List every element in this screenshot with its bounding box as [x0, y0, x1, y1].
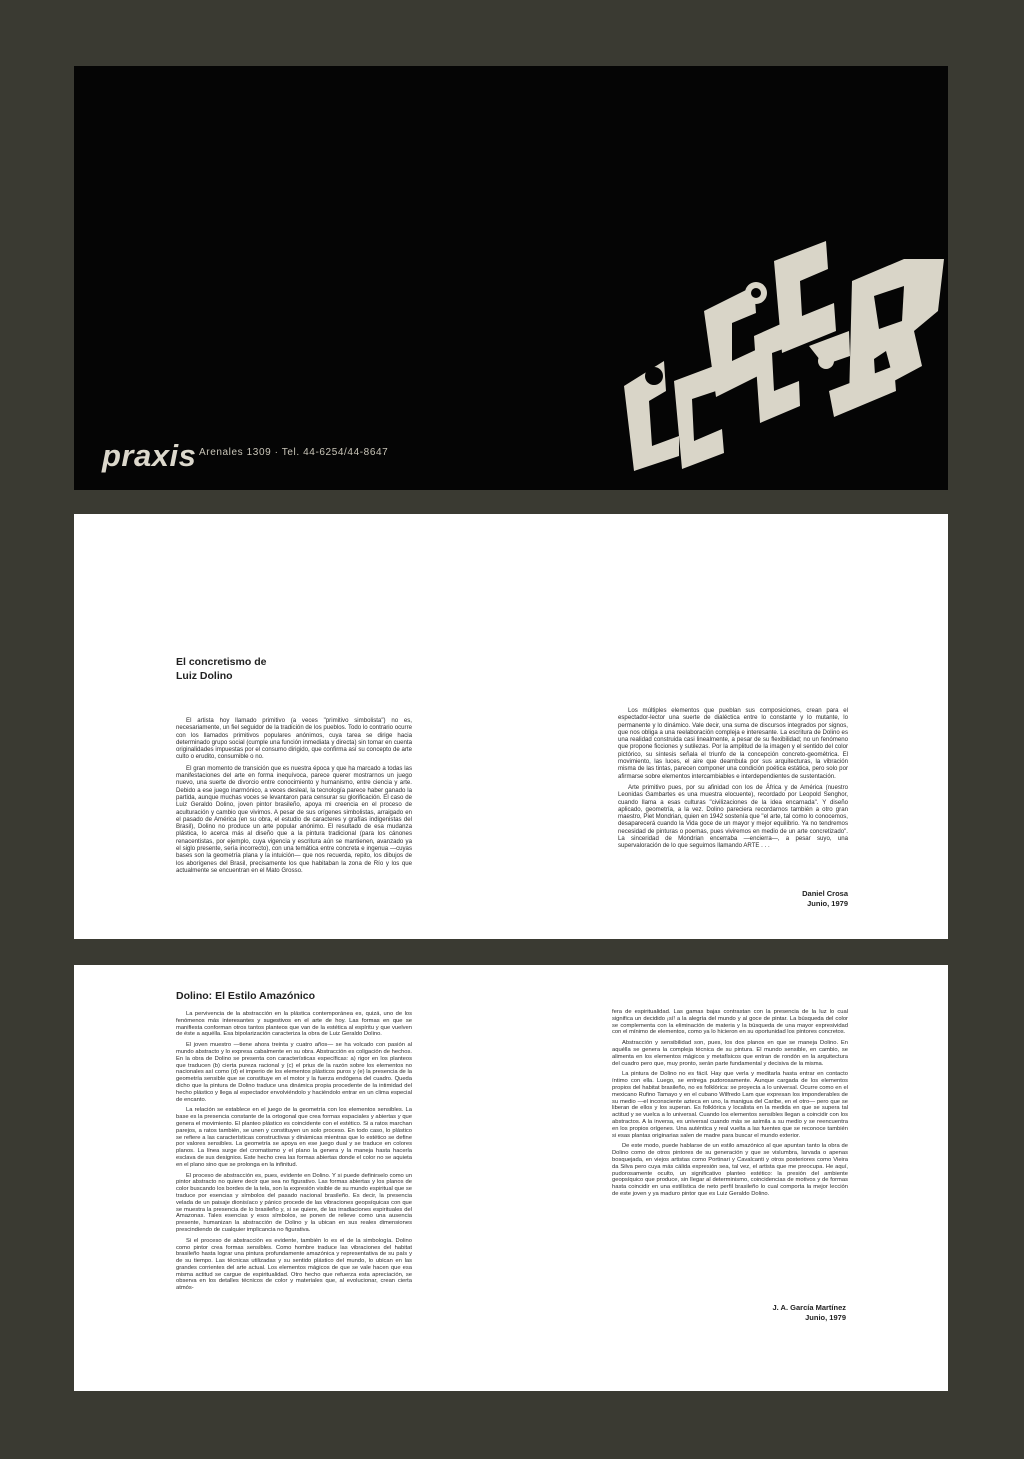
- dolino-letterform-artwork: [604, 241, 944, 471]
- left-column-text: [176, 717, 412, 878]
- signature-date: Junio, 1979: [807, 898, 848, 908]
- article-title: Dolino: El Estilo Amazónico: [176, 990, 316, 1002]
- signature-name: J. A. García Martínez: [772, 1303, 846, 1312]
- title-line-1: El concretismo de: [176, 656, 267, 668]
- paragraph: El proceso de abstracción es, pues, evidente en Dolino. Y si puede definirselo como un pintor abstracto no quiere decir que sea no figurativo. Las formas abiertas y los planos de color buscando los bordes de la tela, son la expresión visible de su mundo espiritual que se traduce por esencias y símbolos del pasado nacional brasileño. Es decir, la presencia velada de un paisaje dionisíaco y pánico procede de las vibraciones geopsíquicas con que se muestra la presencia de lo brasileño y, si se quiere, de las irradiaciones espirituales del Amazonas. Tales esencias y esos símbolos, se ponen de relieve como una ausencia presente, humanizan la abstracción de Dolino y la ubican en sus reales dimensiones prescindiendo de cualquier implicancia no figurativa.: [176, 1172, 412, 1233]
- paragraph: El joven muestro —tiene ahora treinta y cuatro años— se ha volcado con pasión al mundo abstracto y lo expresa cabalmente en su obra. Abstracción es coligación de hechos. En la obra de Dolino se presenta con características específicas: a) rigor en los planteos que traducen (b) cierta pureza racional y (c) el prius de la razón sobre los elementos no nacionales así como (d) el imperio de los elementos plásticos puros y (e) la presencia de la geometría sensible que se constituye en el motor y la fuerza endógena del cuadro. Queda dicho que la pintura de Dolino traduce una dinámica propia procedente de la intimidad del hecho plástico y llega al espectador envolviéndolo y haciéndolo entrar en un clima especial de encanto.: [176, 1042, 412, 1103]
- paragraph: fera de espiritualidad. Las gamas bajas contrastan con la presencia de la luz lo cual significa un decidido ¡sí! a la alegría del mundo y al goce de pintar. La búsqueda del color se complementa con la eliminación de materia y la búsqueda de una mayor expresividad con el mínimo de elementos, como ya lo hicieron en su oportunidad los pintores concretos.: [612, 1009, 848, 1036]
- right-column-text: [618, 707, 848, 854]
- right-column-text: [612, 1009, 848, 1202]
- paragraph: El gran momento de transición que es nuestra época y que ha marcado a todas las manifestaciones del arte en forma inequívoca, parece querer mostrarnos un juego nuevo, una suerte de divorcio entre conocimiento y humanismo, entre ciencia y arte. Debido a ese juego inarmónico, a veces desleal, la tecnología parece haber ganado la partida, aunque muchas voces se levantaron para censurar su glorificación. El caso de Luiz Geraldo Dolino, joven pintor brasileño, apoya mi creencia en el proceso de aculturación y cambio que vivimos. A pesar de sus orígenes simbolistas, arraigado en el pasado de América (en su obra, el estudio de caracteres y grafías indigenistas del Brasil), Dolino no produce un arte popular anónimo. El resultado de esa mudanza plástica, lo acerca más al diseño que a la pintura tradicional (para los cánones renacentistas, por ejemplo, cuya vigencia y escritura aún se mantienen, avanzado ya el siglo presente, sería incorrecto), con una temática entre concreta e ingenua —cuyas bases son la geometría plana y la intuición— que nos recuerda, repito, los dibujos de los aborígenes del Brasil, precisamente los que habitaban la zona de Río y los que actualmente se encuentran en el Mato Grosso.: [176, 764, 412, 874]
- praxis-logo: praxis: [102, 438, 197, 473]
- paragraph: El artista hoy llamado primitivo (a veces "primitivo simbolista") no es, necesariamente, un fiel seguidor de la tradición de los pueblos. Todo lo contrario ocurre con los llamados primitivos populares anónimos, cuya tarea se dirige hacia determinado grupo social (cumple una función inmediata y directa) sin tomar en cuenta originalidades impuestas por el consumo dirigido, que confirma así su concepto de arte culto o erudito, consumible o no.: [176, 717, 412, 761]
- paragraph: Arte primitivo pues, por su afinidad con los de África y de América (nuestro Leonidas Gambartes es una muestra elocuente), recordado por Leopold Senghor, cuando llama a esas culturas "civilizaciones de la idea encarnada". Y diseño aplicado, geometría, a la vez. Dolino pareciera recordarnos también a otro gran maestro, Piet Mondrian, quien en 1942 sostenía que "el arte, tal como lo conocemos, desaparecerá cuando la Vida goce de un mayor y mejor equilibrio. Ya no tendremos necesidad de pinturas o poemas, pues viviremos en medio de un arte concretizado". La sinceridad de Mondrian encerraba —encierra—, a pesar suyo, una supervaloración de lo que seguimos llamando ARTE . . .: [618, 783, 848, 850]
- title-line-2: Luiz Dolino: [176, 670, 233, 682]
- article-title: [176, 655, 266, 683]
- signature: [802, 889, 848, 908]
- gallery-address: Arenales 1309 · Tel. 44-6254/44-8647: [199, 447, 389, 458]
- cover-page: [74, 66, 948, 490]
- left-column-text: [176, 1011, 412, 1296]
- paragraph: Los múltiples elementos que pueblan sus composiciones, crean para el espectador-lector una suerte de dialéctica entre lo constante y lo mutante, lo permanente y lo dinámico. Vale decir, una suma de discursos integrados por signos, que nos obliga a una reelaboración compleja e interesante. La escritura de Dolino es una realidad construida casi linealmente, a pesar de su flexibilidad; no un fenómeno que propone ficciones y sutilezas. Por la amplitud de la imagen y el sentido del color pictórico, su síntesis señala el triunfo de la concepción concreto-geométrica. El movimiento, las luces, el aire que deambula por sus arquitecturas, la vibración misma de las tintas, parecen componer una condición poética estática, pero solo por afirmarse sobre elementos intercambiables e interdependientes de sustentación.: [618, 707, 848, 780]
- signature-date: Junio, 1979: [805, 1312, 846, 1322]
- paragraph: La pintura de Dolino no es fácil. Hay que verla y meditarla hasta entrar en contacto íntimo con ella. Luego, se entrega pudorosamente. Aunque cargada de los elementos propios del habitat brasileño, no es folklórica: se proyecta a lo universal. Ocurre como en el mexicano Rufino Tamayo y en el cubano Wilfredo Lam que expresan los imponderables de su medio —el inconsciente azteca en uno, la manigua del Caribe, en el otro— pero que se liberan de ellos y los superan. Es folklórica y localista en la medida en que se supera tal actitud y se vuelca a lo universal. Cuando los elementos sensibles llegan a coincidir con los abstractos. A la inversa, es universal cuando más se asimila a su medio y se reencuentra en los propios orígenes. Una auténtica y real vuelta a las fuentes que se reconoce también si esas plantas originarias salen de madre para buscar el mundo exterior.: [612, 1071, 848, 1139]
- paragraph: La pervivencia de la abstracción en la plástica contemporánea es, quizá, uno de los fenómenos más interesantes y sugestivos en el arte de hoy. Las formas en que se manifiesta conforman otros tantos planteos que van de la estética al espíritu y que vuelven de éste a aquélla. Esa bipolarización caracteriza la obra de Luiz Geraldo Dolino.: [176, 1011, 412, 1038]
- spread-estilo-amazonico: [74, 965, 948, 1391]
- signature: [773, 1303, 847, 1322]
- paragraph: La relación se establece en el juego de la geometría con los elementos sensibles. La base es la presencia constante de la ortogonal que crea formas espaciales y abiertas y que genera el movimiento. El planteo plástico es coincidente con el estético. Si a ratos marchan parejos, a ratos también, se unen y constituyen un solo proceso. En todo caso, lo plástico se refiere a las características constructivas y dinámicas mientras que lo estético se define por valores sensibles. La geometría se apoya en ese juego dual y se traduce en colores planos. La línea surge del cromatismo y el plano la genera y la maneja hasta hacerla esclava de sus designios. Este hecho crea las formas abiertas donde el color no se aquieta en el plano sino que se prolonga en la infinitud.: [176, 1107, 412, 1168]
- spread-concretismo: [74, 514, 948, 939]
- paragraph: De este modo, puede hablarse de un estilo amazónico al que apuntan tanto la obra de Dolino como de otros pintores de su generación y que se vislumbra, larvada o apenas bosquejada, en viejos artistas como Portinari y Cavalcanti y otros posteriores como Vieira da Silva pero cuya más cálida expresión sea, tal vez, el artista que me preocupa. He aquí, pudorosamente oculto, un significativo planteo estético: la presión del ambiente geopsíquico que produce, sin llegar al determinismo, coincidencias de motivos y de formas hasta coincidir en una estilística de neto perfil brasileño lo cual comporta la mejor lección de este joven y ya maduro pintor que es Luiz Geraldo Dolino.: [612, 1143, 848, 1197]
- signature-name: Daniel Crosa: [802, 889, 848, 898]
- paragraph: Abstracción y sensibilidad son, pues, los dos planos en que se maneja Dolino. En aquélla se genera la compleja técnica de su pintura. El mundo sensible, en cambio, se alimenta en los elementos mágicos y metafísicos que entran de rondón en la arquitectura del cuadro pero que, muy pronto, serán parte fundamental y decisiva de la misma.: [612, 1040, 848, 1067]
- paragraph: Si el proceso de abstracción es evidente, también lo es el de la simbología. Dolino como pintor crea formas sensibles. Como hombre traduce las vibraciones del habitat brasileño hasta lograr una pintura profundamente amazónica y representativa de su país y de su tiempo. Las técnicas utilizadas y su sentido plástico del mundo, lo ubican en las grandes corrientes del arte actual. Los elementos mágicos de que se vale hacen que esa misma actitud se cargue de espiritualidad. Otro hecho que refuerza esta apreciación, se observa en los detalles técnicos de color y materiales que, al evolucionar, crean cierta atmós-: [176, 1237, 412, 1292]
